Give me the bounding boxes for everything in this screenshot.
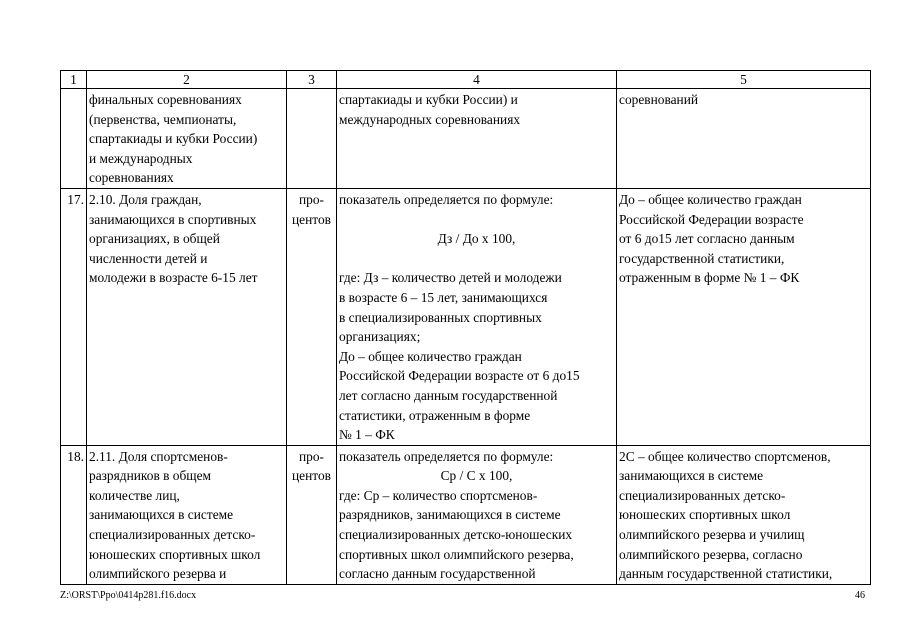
text-line: государственной статистики, bbox=[619, 250, 785, 266]
unit-cell bbox=[287, 445, 337, 584]
text-line: центов bbox=[292, 211, 331, 227]
text-line: финальных соревнованиях bbox=[89, 92, 242, 107]
text-line: спартакиады и кубки России) и bbox=[339, 92, 518, 107]
text-line: организациях; bbox=[339, 329, 421, 345]
header-col-3: 3 bbox=[287, 71, 337, 89]
indicator-name-cell bbox=[87, 445, 287, 584]
indicator-name-cell bbox=[87, 188, 287, 445]
text-line: данным государственной статистики, bbox=[619, 566, 833, 582]
cont-method-cell bbox=[337, 89, 617, 189]
text-line: молодежи в возрасте 6-15 лет bbox=[89, 270, 258, 286]
row-number: 18. bbox=[61, 445, 87, 584]
text-line: Российской Федерации возрасте от 6 до15 bbox=[339, 368, 580, 384]
text-line: от 6 до15 лет согласно данным bbox=[619, 231, 795, 247]
text-line: специализированных детско-юношеских bbox=[339, 527, 573, 543]
text-line: международных соревнованиях bbox=[339, 111, 521, 127]
text-line: лет согласно данным государственной bbox=[339, 387, 558, 403]
text-line: 2.11. Доля спортсменов- bbox=[89, 448, 228, 464]
text-line: специализированных детско- bbox=[89, 527, 256, 543]
cont-source-cell bbox=[617, 89, 871, 189]
text-line: центов bbox=[292, 468, 331, 484]
row-17 bbox=[61, 188, 871, 445]
cont-num-cell bbox=[61, 89, 87, 189]
spacer bbox=[339, 210, 614, 230]
header-col-1: 1 bbox=[61, 71, 87, 89]
row-18 bbox=[61, 445, 871, 584]
text-line: численности детей и bbox=[89, 250, 208, 266]
unit-cell bbox=[287, 188, 337, 445]
text-line: про- bbox=[298, 191, 325, 207]
text-line: организациях, в общей bbox=[89, 231, 220, 247]
text-line: юношеских спортивных школ bbox=[619, 507, 791, 523]
text-line: № 1 – ФК bbox=[339, 427, 395, 443]
continuation-row bbox=[61, 89, 871, 189]
text-line: олимпийского резерва и bbox=[89, 566, 227, 582]
text-line: согласно данным государственной bbox=[339, 566, 536, 582]
text-line: До – общее количество граждан bbox=[339, 348, 522, 364]
formula-intro: показатель определяется по формуле: bbox=[339, 191, 554, 207]
text-line: количестве лиц, bbox=[89, 487, 180, 503]
source-cell bbox=[617, 188, 871, 445]
text-line: где: Дз – количество детей и молодежи bbox=[339, 270, 562, 286]
text-line: (первенства, чемпионаты, bbox=[89, 111, 237, 127]
cont-unit-cell bbox=[287, 89, 337, 189]
text-line: спортивных школ олимпийского резерва, bbox=[339, 546, 574, 562]
cont-indicator-cell bbox=[87, 89, 287, 189]
text-line: в возрасте 6 – 15 лет, занимающихся bbox=[339, 289, 548, 305]
method-cell bbox=[337, 188, 617, 445]
text-line: соревнованиях bbox=[89, 170, 174, 186]
formula: Дз / До х 100, bbox=[437, 231, 516, 247]
text-line: 2С – общее количество спортсменов, bbox=[619, 448, 831, 464]
text-line: олимпийского резерва, согласно bbox=[619, 546, 803, 562]
text-line: Российской Федерации возрасте bbox=[619, 211, 804, 227]
text-line: занимающихся в спортивных bbox=[89, 211, 257, 227]
formula-intro: показатель определяется по формуле: bbox=[339, 448, 554, 464]
text-line: занимающихся в системе bbox=[89, 507, 234, 523]
text-line: олимпийского резерва и училищ bbox=[619, 527, 805, 543]
text-line: 2.10. Доля граждан, bbox=[89, 191, 202, 207]
method-cell bbox=[337, 445, 617, 584]
text-line: отраженным в форме № 1 – ФК bbox=[619, 270, 800, 286]
text-line: и международных bbox=[89, 150, 193, 166]
header-col-4: 4 bbox=[337, 71, 617, 89]
text-line: про- bbox=[298, 448, 325, 464]
header-row bbox=[61, 71, 871, 89]
page-number: 46 bbox=[855, 590, 865, 601]
source-cell bbox=[617, 445, 871, 584]
text-line: До – общее количество граждан bbox=[619, 191, 802, 207]
text-line: специализированных детско- bbox=[619, 487, 786, 503]
header-col-2: 2 bbox=[87, 71, 287, 89]
text-line: разрядников, занимающихся в системе bbox=[339, 507, 561, 523]
spacer bbox=[339, 249, 614, 269]
text-line: спартакиады и кубки России) bbox=[89, 131, 258, 147]
formula: Ср / С х 100, bbox=[440, 468, 513, 484]
text-line: занимающихся в системе bbox=[619, 468, 764, 484]
footer-file-path: Z:\ORST\Ppo\0414p281.f16.docx bbox=[60, 590, 197, 601]
text-line: где: Ср – количество спортсменов- bbox=[339, 487, 538, 503]
text-line: разрядников в общем bbox=[89, 468, 212, 484]
text-line: юношеских спортивных школ bbox=[89, 546, 261, 562]
text-line: в специализированных спортивных bbox=[339, 309, 542, 325]
header-col-5: 5 bbox=[617, 71, 871, 89]
text-line: статистики, отраженным в форме bbox=[339, 407, 531, 423]
indicators-table bbox=[60, 70, 871, 585]
text-line: соревнований bbox=[619, 92, 699, 107]
row-number: 17. bbox=[61, 188, 87, 445]
